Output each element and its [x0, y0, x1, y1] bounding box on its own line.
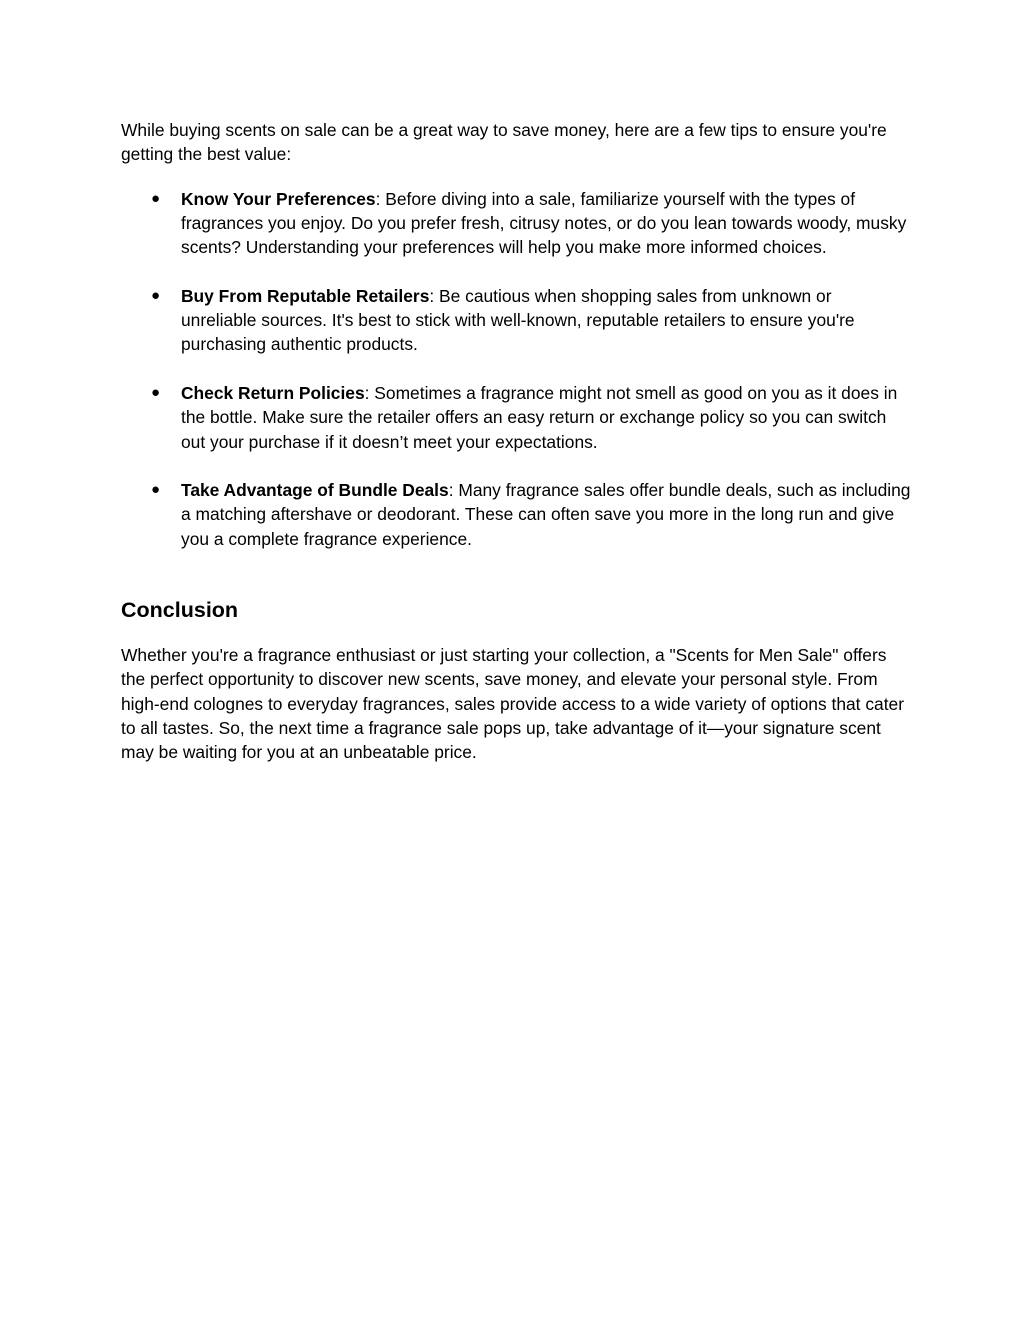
tip-title: Know Your Preferences [181, 188, 376, 209]
document-page [121, 118, 911, 765]
list-item [121, 478, 911, 551]
tip-text: : Many fragrance sales offer bundle deals, such as including a matching aftershave or deodorant. These can often save you more in the long run and give you a complete fragrance experience. [181, 480, 911, 549]
bullet-icon: ● [151, 286, 161, 304]
list-item [121, 381, 911, 454]
tip-title: Check Return Policies [181, 382, 365, 403]
tip-title: Take Advantage of Bundle Deals [181, 480, 449, 501]
tip-title: Buy From Reputable Retailers [181, 285, 430, 306]
bullet-icon: ● [151, 383, 161, 401]
conclusion-heading: Conclusion [121, 598, 239, 623]
bullet-icon: ● [151, 481, 161, 499]
intro-paragraph: While buying scents on sale can be a great way to save money, here are a few tips to ensure you're getting the best value: [121, 120, 887, 165]
tip-text: : Be cautious when shopping sales from unknown or unreliable sources. It's best to stick with well-known, reputable retailers to ensure you're purchasing authentic products. [181, 285, 855, 355]
bullet-icon: ● [151, 189, 161, 207]
tip-text: : Before diving into a sale, familiarize yourself with the types of fragrances you enjoy. Do you prefer fresh, citrusy notes, or do you lean towards woody, musky scents? Understanding your preferences will help you make more informed choices. [181, 188, 907, 258]
tip-text: : Sometimes a fragrance might not smell as good on you as it does in the bottle. Make sure the retailer offers an easy return or exchange policy so you can switch out your purchase if it doesn’t meet your expectations. [181, 382, 898, 452]
list-item [121, 284, 911, 357]
tips-list [121, 187, 911, 551]
conclusion-paragraph: Whether you're a fragrance enthusiast or just starting your collection, a "Scents for Men Sale" offers the perfect opportunity to discover new scents, save money, and elevate your personal style. From high-end colognes to everyday fragrances, sales provide access to a wide variety of options that cater to all tastes. So, the next time a fragrance sale pops up, take advantage of it—your signature scent may be waiting for you at an unbeatable price. [121, 645, 905, 763]
list-item [121, 187, 911, 260]
